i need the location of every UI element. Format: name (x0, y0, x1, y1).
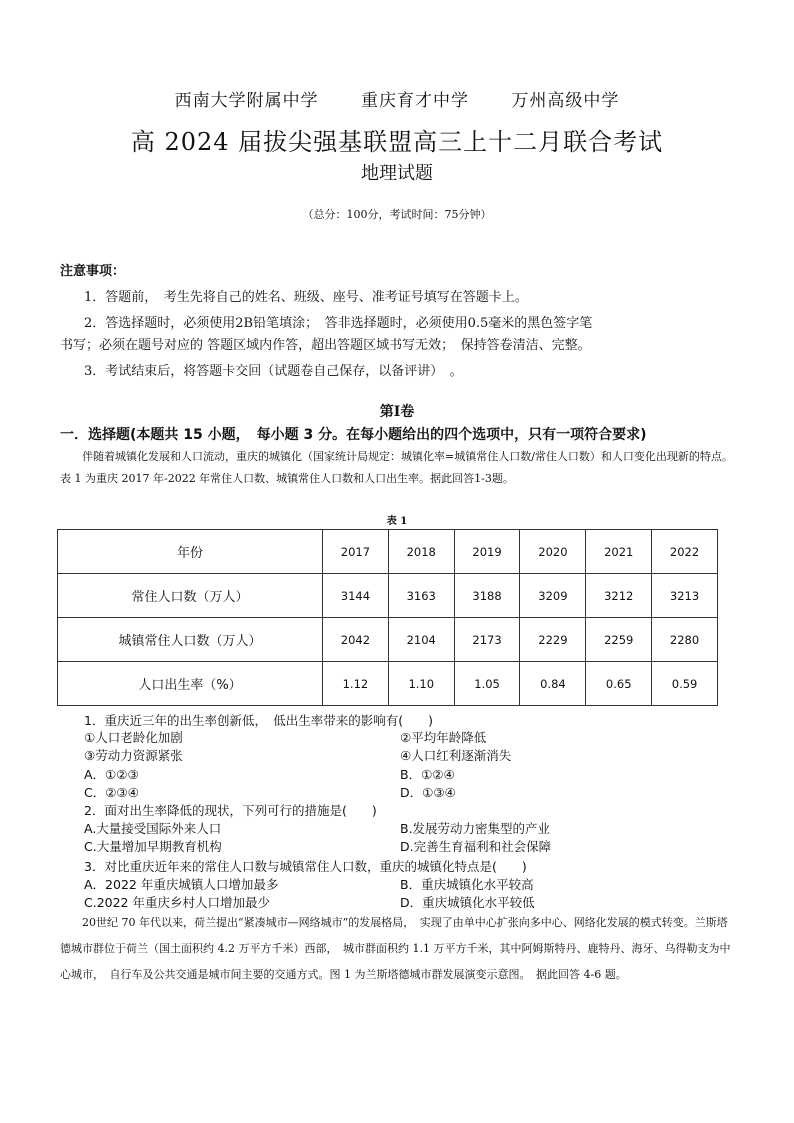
notice-item: 3．考试结束后，将答题卡交回（试题卷自己保存，以备评讲） 。 (84, 364, 463, 379)
table-cell: 0.59 (652, 662, 718, 706)
table-cell: 2280 (652, 618, 718, 662)
section-heading: 一．选择题(本题共 15 小题， 每小题 3 分。在每小题给出的四个选项中，只有一项符合要求) (60, 427, 647, 443)
notice-item: 1．答题前， 考生先将自己的姓名、班级、座号、准考证号填写在答题卡上。 (84, 290, 528, 305)
option-a: A．2022 年重庆城镇人口增加最多 (84, 877, 279, 892)
question-stem: 1．重庆近三年的出生率创新低， 低出生率带来的影响有( ) (84, 713, 433, 728)
statement: ③劳动力资源紧张 (84, 748, 183, 763)
table-cell: 2104 (388, 618, 454, 662)
notice-heading: 注意事项： (60, 264, 126, 279)
table-caption: 表 1 (386, 516, 408, 527)
table-year-cell: 2020 (520, 530, 586, 574)
table-row-label: 常住人口数（万人） (58, 574, 323, 618)
table-row-label: 城镇常住人口数（万人） (58, 618, 323, 662)
table-cell: 1.12 (323, 662, 389, 706)
school-name: 万州高级中学 (511, 91, 620, 111)
exam-title: 高 2024 届拔尖强基联盟高三上十二月联合考试 (130, 128, 664, 156)
school-name: 重庆育才中学 (361, 91, 469, 111)
school-name: 西南大学附属中学 (174, 91, 319, 111)
table-cell: 2259 (586, 618, 652, 662)
table-year-cell: 2021 (586, 530, 652, 574)
notice-item: 2．答选择题时，必须使用2B铅笔填涂； 答非选择题时，必须使用0.5毫米的黑色签字笔 (84, 316, 593, 331)
table-cell: 3144 (323, 574, 389, 618)
table-cell: 3188 (454, 574, 520, 618)
table-cell: 2173 (454, 618, 520, 662)
option-b: B．重庆城镇化水平较高 (400, 877, 534, 892)
table-cell: 1.05 (454, 662, 520, 706)
option-b: B．①②④ (400, 767, 455, 782)
question-intro: 20世纪 70 年代以来，荷兰提出“紧凑城市—网络城市”的发展格局， 实现了由单中心扩张向多中心、网络化发展的模式转变。兰斯塔德城市群位于荷兰（国土面积约 4.2 万平方千米）西部， 城市群面积约 1.1 万平方千米，其中阿姆斯特丹、鹿特丹、海牙、乌得勒支为中心城市， 自行车及公共交通是城市间主要的交通方式。图 1 为兰斯塔德城市群发展演变示意图。 据此回答 4-6 题。 (60, 916, 731, 981)
option-b: B.发展劳动力密集型的产业 (400, 821, 551, 836)
table-year-cell: 2018 (388, 530, 454, 574)
table-cell: 3213 (652, 574, 718, 618)
option-d: D.完善生育福利和社会保障 (400, 839, 552, 854)
population-table (57, 529, 718, 706)
table-cell: 1.10 (388, 662, 454, 706)
option-d: D．重庆城镇化水平较低 (400, 895, 535, 910)
table-cell: 3163 (388, 574, 454, 618)
table-year-cell: 2019 (454, 530, 520, 574)
notice-item: 书写；必须在题号对应的 答题区域内作答，超出答题区域书写无效； 保持答卷清洁、完整。 (60, 338, 591, 353)
table-year-cell: 2022 (652, 530, 718, 574)
table-header-cell: 年份 (58, 530, 323, 574)
table-cell: 0.65 (586, 662, 652, 706)
question-stem: 3．对比重庆近年来的常住人口数与城镇常住人口数，重庆的城镇化特点是( ) (84, 859, 527, 874)
table-row-label: 人口出生率（%） (58, 662, 323, 706)
question-intro: 伴随着城镇化发展和人口流动，重庆的城镇化（国家统计局规定：城镇化率=城镇常住人口数/常住人口数）和人口变化出现新的特点。表 1 为重庆 2017 年-2022 年常住人口数、城镇常住人口数和人口出生率。据此回答1-3题。 (60, 450, 733, 485)
statement: ④人口红利逐渐消失 (400, 748, 512, 763)
table-cell: 3212 (586, 574, 652, 618)
volume-heading: 第Ⅰ卷 (379, 404, 415, 420)
table-cell: 3209 (520, 574, 586, 618)
option-a: A.大量接受国际外来人口 (84, 821, 222, 836)
option-c: C.大量增加早期教育机构 (84, 839, 222, 854)
table-row (58, 618, 718, 662)
table-cell: 2042 (323, 618, 389, 662)
option-d: D．①③④ (400, 785, 456, 800)
exam-meta: （总分：100分，考试时间：75分钟） (302, 208, 492, 221)
table-row (58, 662, 718, 706)
table-row (58, 574, 718, 618)
question-stem: 2．面对出生率降低的现状，下列可行的措施是( ) (84, 803, 377, 818)
table-cell: 0.84 (520, 662, 586, 706)
school-names (0, 86, 794, 111)
table-cell: 2229 (520, 618, 586, 662)
statement: ②平均年龄降低 (400, 730, 487, 745)
table-year-cell: 2017 (323, 530, 389, 574)
subject-title: 地理试题 (361, 163, 433, 184)
option-a: A．①②③ (84, 767, 139, 782)
statement: ①人口老龄化加剧 (84, 730, 183, 745)
option-c: C．②③④ (84, 785, 139, 800)
table-row (58, 530, 718, 574)
option-c: C.2022 年重庆乡村人口增加最少 (84, 895, 270, 910)
